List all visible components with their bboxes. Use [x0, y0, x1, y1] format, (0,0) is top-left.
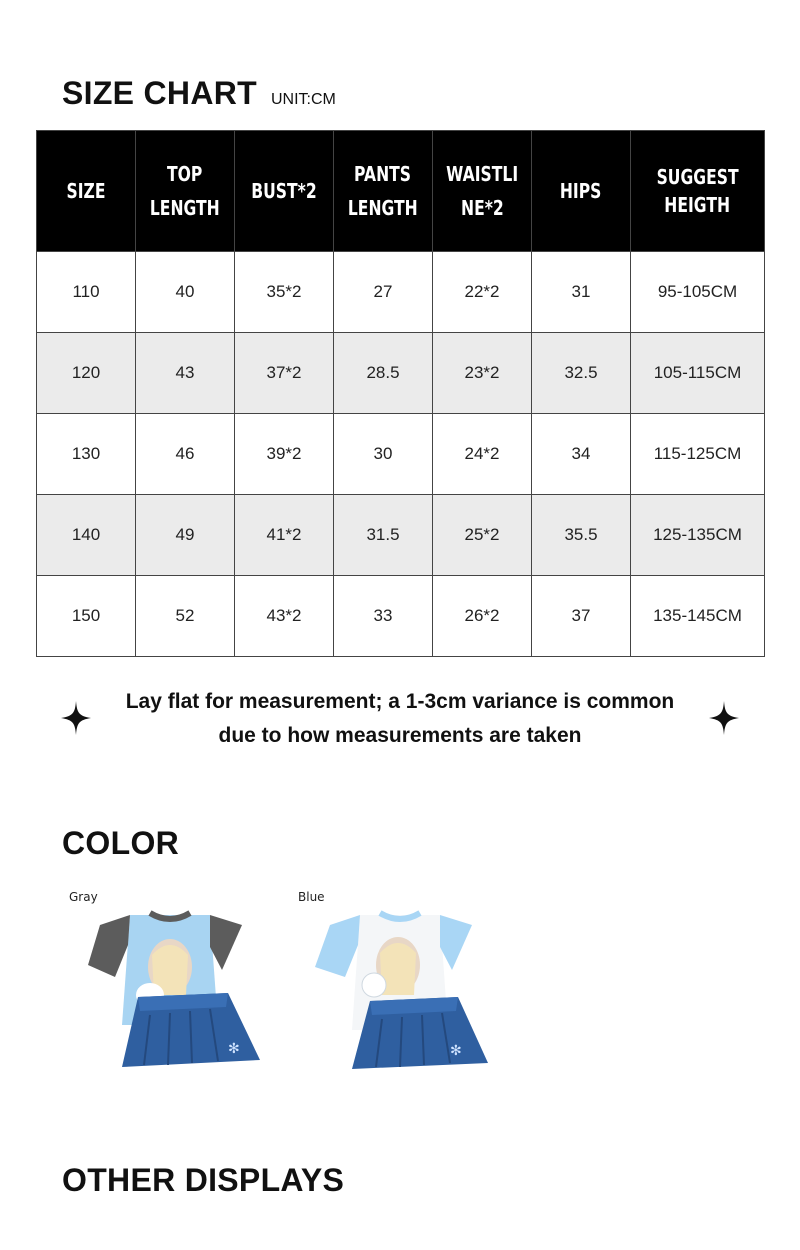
table-row — [37, 576, 765, 657]
cell-suggest-height: 135-145CM — [631, 576, 765, 657]
sleeve-left — [88, 915, 130, 977]
cell-size: 150 — [37, 576, 136, 657]
cell-bust: 39*2 — [235, 414, 334, 495]
sleeve-left — [315, 915, 360, 977]
cell-top-length: 43 — [136, 333, 235, 414]
cell-suggest-height: 115-125CM — [631, 414, 765, 495]
size-table — [36, 130, 765, 657]
sparkle-icon — [709, 701, 739, 735]
table-row — [37, 414, 765, 495]
sleeve-right — [210, 915, 242, 970]
cell-hips: 34 — [532, 414, 631, 495]
sparkle-icon — [61, 701, 91, 735]
header-size: SIZE — [37, 131, 136, 252]
cell-hips: 35.5 — [532, 495, 631, 576]
cell-pants-length: 33 — [334, 576, 433, 657]
cell-waistline: 24*2 — [433, 414, 532, 495]
measurement-note-line-1: Lay flat for measurement; a 1-3cm variance is common — [125, 690, 675, 713]
cell-size: 130 — [37, 414, 136, 495]
header-top-length: TOP LENGTH — [136, 131, 235, 252]
cell-pants-length: 27 — [334, 252, 433, 333]
cell-bust: 43*2 — [235, 576, 334, 657]
cell-top-length: 40 — [136, 252, 235, 333]
swatch-label-blue: Blue — [298, 890, 325, 904]
size-chart-title-text: SIZE CHART — [62, 75, 257, 111]
cell-size: 110 — [37, 252, 136, 333]
measurement-note-line-2: due to how measurements are taken — [218, 724, 582, 747]
cell-waistline: 25*2 — [433, 495, 532, 576]
header-bust: BUST*2 — [235, 131, 334, 252]
svg-text:✻: ✻ — [450, 1043, 462, 1059]
cell-hips: 31 — [532, 252, 631, 333]
table-row — [37, 252, 765, 333]
cell-top-length: 46 — [136, 414, 235, 495]
table-header-row — [37, 131, 765, 252]
svg-text:✻: ✻ — [228, 1041, 240, 1057]
cell-bust: 41*2 — [235, 495, 334, 576]
cell-waistline: 22*2 — [433, 252, 532, 333]
cell-pants-length: 31.5 — [334, 495, 433, 576]
cell-waistline: 26*2 — [433, 576, 532, 657]
cell-pants-length: 30 — [334, 414, 433, 495]
cell-pants-length: 28.5 — [334, 333, 433, 414]
table-row — [37, 333, 765, 414]
cell-size: 120 — [37, 333, 136, 414]
swatch-label-gray: Gray — [69, 890, 98, 904]
header-suggest-height: SUGGEST HEIGTH — [631, 131, 765, 252]
header-hips: HIPS — [532, 131, 631, 252]
header-waistline: WAISTLI NE*2 — [433, 131, 532, 252]
cell-size: 140 — [37, 495, 136, 576]
cell-top-length: 49 — [136, 495, 235, 576]
unit-label: UNIT:CM — [271, 91, 336, 108]
color-section-title: COLOR — [62, 825, 180, 861]
table-row — [37, 495, 765, 576]
measurement-note — [100, 685, 700, 753]
gray-outfit-image[interactable] — [60, 885, 280, 1095]
sleeve-right — [440, 915, 472, 970]
other-displays-title: OTHER DISPLAYS — [62, 1162, 345, 1198]
cell-waistline: 23*2 — [433, 333, 532, 414]
size-chart-title — [62, 75, 336, 112]
cell-bust: 37*2 — [235, 333, 334, 414]
cell-hips: 37 — [532, 576, 631, 657]
header-pants-length: PANTS LENGTH — [334, 131, 433, 252]
cell-bust: 35*2 — [235, 252, 334, 333]
cell-hips: 32.5 — [532, 333, 631, 414]
cell-suggest-height: 95-105CM — [631, 252, 765, 333]
cell-suggest-height: 105-115CM — [631, 333, 765, 414]
cell-suggest-height: 125-135CM — [631, 495, 765, 576]
cell-top-length: 52 — [136, 576, 235, 657]
blue-outfit-image[interactable] — [290, 885, 510, 1095]
